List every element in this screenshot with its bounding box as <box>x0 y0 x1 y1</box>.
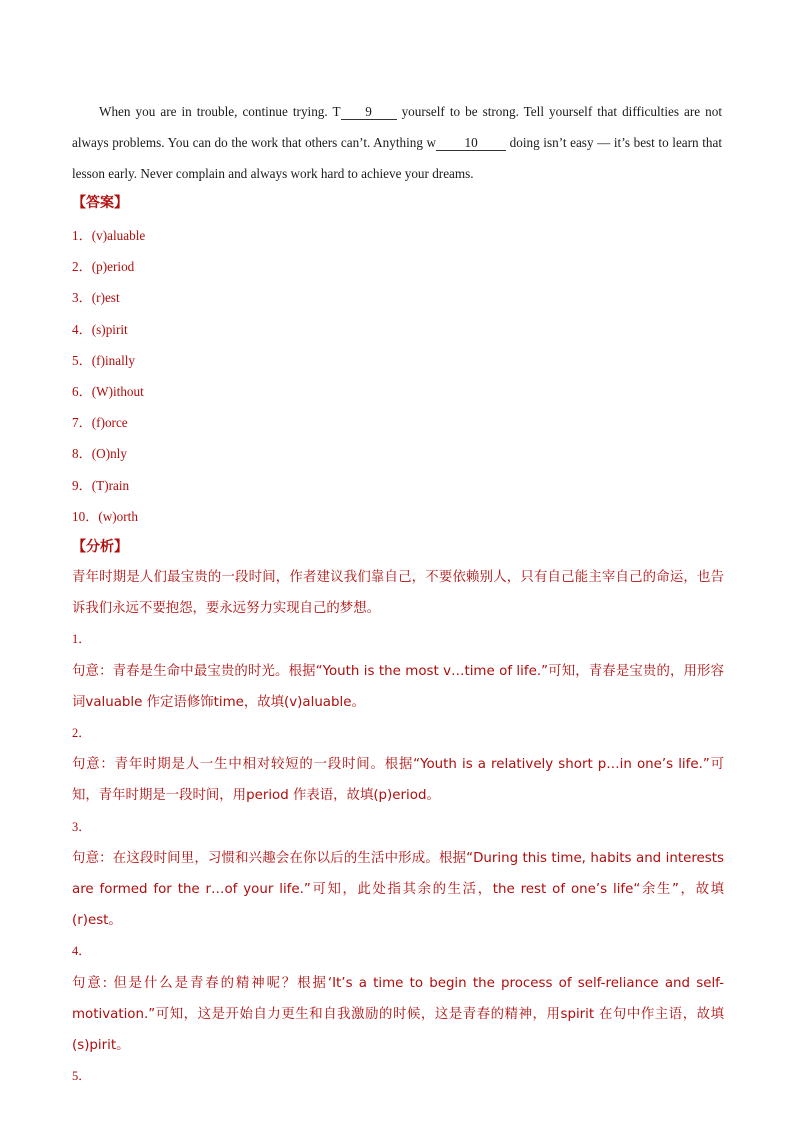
analysis-item-text: 句意：在这段时间里，习惯和兴趣会在你以后的生活中形成。根据“During this time, habits and interests are formed for the r…of your life.”可知，此处指其余的生活，the rest of one’s life“余生”，故填(r)est。 <box>72 850 724 929</box>
answer-item: 8．(O)nly <box>72 446 127 462</box>
answer-item: 1．(v)aluable <box>72 228 146 243</box>
answer-item: 9．(T)rain <box>72 477 130 493</box>
passage-sentence-3: doing isn’t easy — it’s best to learn that lesson early. Never complain and always work hard to achieve your dreams. <box>72 135 722 181</box>
answer-item: 10．(w)orth <box>72 508 138 524</box>
analysis-item-number: 2． <box>72 726 91 741</box>
answer-list <box>72 220 372 532</box>
analysis-summary: 青年时期是人们最宝贵的一段时间，作者建议我们靠自己，不要依赖别人，只有自己能主宰自己的命运，也告诉我们永远不要抱怨，要永远努力实现自己的梦想。 <box>72 570 724 617</box>
analysis-item-text: 句意：青年时期是人一生中相对较短的一段时间。根据“Youth is a relatively short p…in one’s life.”可知，青年时期是一段时间，用period 作表语，故填(p)eriod。 <box>72 757 724 804</box>
analysis-item-number: 4． <box>72 944 91 959</box>
answer-item: 3．(r)est <box>72 290 120 306</box>
analysis-heading: 【分析】 <box>72 539 128 555</box>
analysis-item-number: 1． <box>72 632 91 647</box>
analysis-body <box>72 562 724 1092</box>
passage <box>72 96 722 189</box>
blank-9: 9 <box>341 105 397 120</box>
answer-item: 5．(f)inally <box>72 352 135 368</box>
answer-item: 7．(f)orce <box>72 415 128 431</box>
answer-item: 4．(s)pirit <box>72 321 128 337</box>
analysis-item-number: 3． <box>72 819 91 834</box>
answer-heading: 【答案】 <box>72 195 128 211</box>
passage-paragraph <box>72 96 722 189</box>
answer-item: 6．(W)ithout <box>72 383 144 399</box>
answer-item: 2．(p)eriod <box>72 259 135 275</box>
passage-sentence-1: When you are in trouble, continue trying. T <box>99 104 341 119</box>
blank-10: 10 <box>436 136 506 151</box>
analysis-item-text: 句意：青春是生命中最宝贵的时光。根据“Youth is the most v…time of life.”可知，青春是宝贵的，用形容词valuable 作定语修饰time，故填(v)aluable。 <box>72 663 724 710</box>
analysis-item-text: 句意: 但是什么是青春的精神呢？根据‘It’s a time to begin the process of self-reliance and self-motivation.”可知，这是开始自力更生和自我激励的时候，这是青春的精神，用spirit 在句中作主语，故填(s)pirit。 <box>72 975 724 1054</box>
passage-sentence-2: yourself to be strong. Tell yourself that difficulties are not always problems. You can do the work that others can’t. Anything w <box>72 104 722 150</box>
analysis-item-number: 5． <box>72 1069 91 1084</box>
